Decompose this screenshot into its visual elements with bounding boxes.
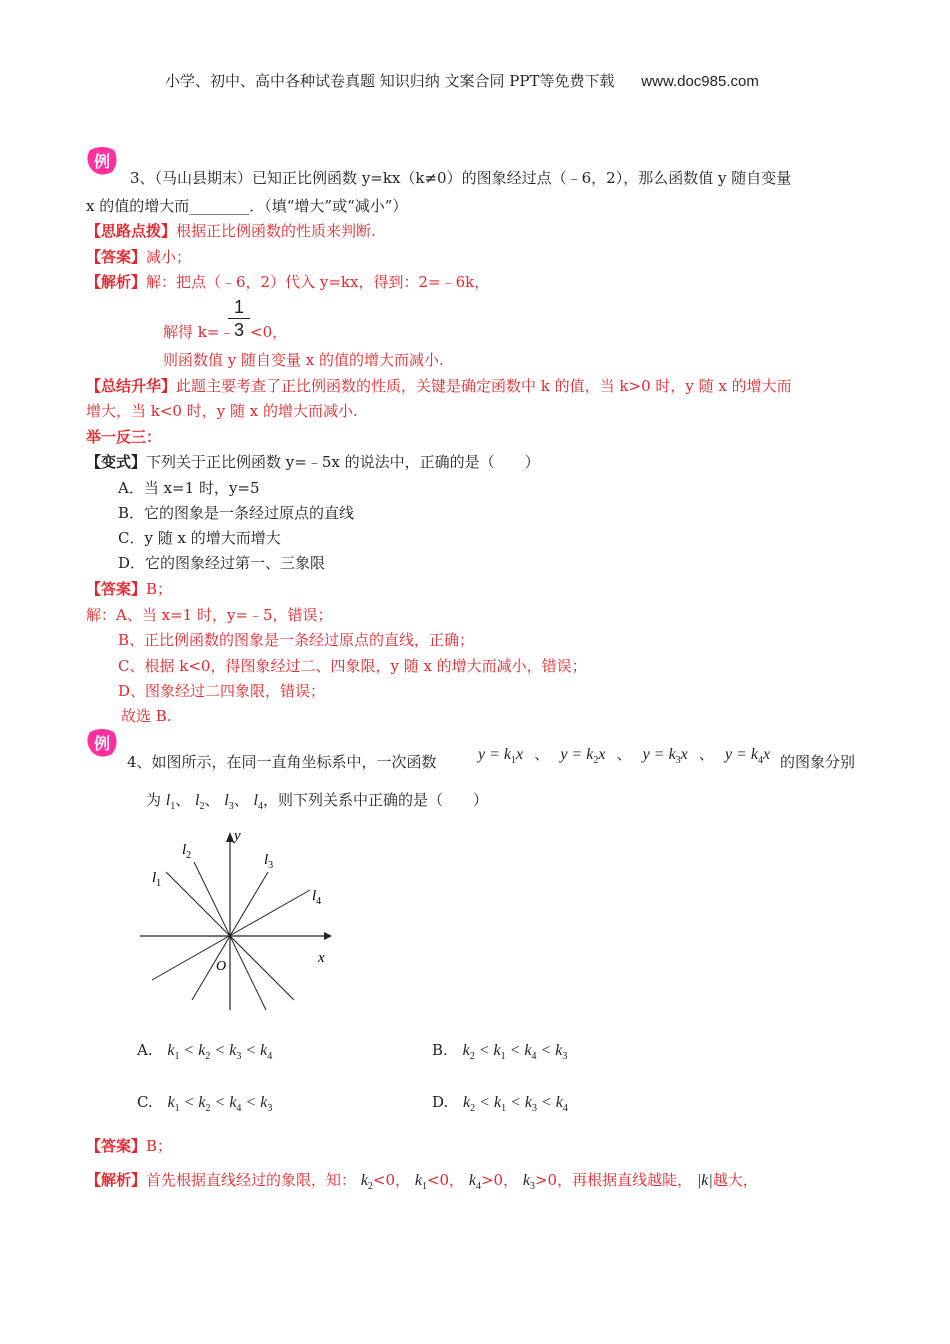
svg-text:例: 例 — [93, 154, 111, 171]
variant-solution-b: B、正比例函数的图象是一条经过原点的直线，正确； — [118, 631, 475, 649]
ex4-option-c: C. $k_1 < k_2 < k_4 < k_3$ — [137, 1093, 273, 1115]
label-l4: $l_4$ — [312, 888, 322, 907]
variant-option-c: C．y 随 x 的增大而增大 — [118, 529, 281, 547]
fraction-one-third: 1 3 — [228, 297, 250, 340]
example-badge-icon — [86, 146, 118, 176]
y-axis-arrow-icon — [226, 832, 234, 842]
ex4-solution: 【解析】首先根据直线经过的象限，知： $k_2<0$， $k_1<0$， $k_4>0$， $k_3>0$，再根据直线越陡， |k|越大， — [86, 1171, 758, 1193]
coordinate-graph — [130, 820, 340, 1020]
variant-title: 举一反三： — [86, 428, 162, 446]
x-label: x — [318, 950, 325, 966]
y-label: y — [234, 828, 241, 844]
ex3-solution: 【解析】解：把点（﹣6，2）代入 y=kx，得到：2=﹣6k， — [86, 273, 490, 291]
line-l4 — [152, 890, 310, 980]
ex4-option-d: D. $k_2 < k_1 < k_3 < k_4$ — [432, 1093, 568, 1115]
label-l1: $l_1$ — [152, 870, 162, 889]
ex4-functions: $y = k_1x$ 、 $y = k_2x$ 、 $y = k_3x$ 、 $y = k_4x$ — [478, 745, 771, 767]
origin-label: O — [216, 959, 227, 974]
variant-option-d: D．它的图象经过第一、三象限 — [118, 554, 326, 572]
ex3-solution-line3: 则函数值 y 随自变量 x 的值的增大而减小. — [163, 351, 444, 369]
variant-option-b: B．它的图象是一条经过原点的直线 — [118, 504, 355, 522]
ex3-less-than-zero: <0， — [250, 323, 288, 341]
ex4-question-line1: 4、如图所示，在同一直角坐标系中，一次函数 — [127, 753, 437, 771]
x-axis-arrow-icon — [324, 932, 332, 940]
example-badge-icon — [86, 728, 118, 758]
ex4-line1-end: 的图象分别 — [780, 753, 856, 771]
variant-option-a: A．当 x=1 时，y=5 — [118, 479, 260, 497]
variant-question: 【变式】下列关于正比例函数 y=﹣5x 的说法中，正确的是（ ） — [86, 453, 540, 471]
svg-text:例: 例 — [93, 736, 111, 753]
variant-solution-a: 解：A、当 x=1 时，y=﹣5，错误； — [86, 606, 333, 624]
label-l2: $l_2$ — [182, 842, 192, 861]
variant-answer: 【答案】B； — [86, 580, 173, 598]
ex4-option-b: B. $k_2 < k_1 < k_4 < k_3$ — [432, 1041, 568, 1063]
ex3-question-line2: x 的值的增大而________．（填“增大”或“减小”） — [86, 197, 408, 215]
variant-solution-d: D、图象经过二四象限，错误； — [118, 682, 326, 700]
ex4-question-line2: 为 $l_1$、 $l_2$、 $l_3$、 $l_4$，则下列关系中正确的是（ ） — [146, 791, 489, 813]
variant-solution-c: C、根据 k<0，得图象经过二、四象限，y 随 x 的增大而减小，错误； — [118, 657, 587, 675]
ex4-answer: 【答案】B； — [86, 1137, 173, 1155]
ex4-option-a: A. $k_1 < k_2 < k_3 < k_4$ — [137, 1041, 273, 1063]
site-link[interactable]: www.doc985.com — [641, 73, 759, 90]
label-l3: $l_3$ — [264, 852, 274, 871]
ex3-hint: 【思路点拨】根据正比例函数的性质来判断. — [86, 222, 376, 240]
ex3-question-line1: 3、（马山县期末）已知正比例函数 y=kx（k≠0）的图象经过点（﹣6，2），那么函数值 y 随自变量 — [130, 169, 792, 187]
ex3-answer: 【答案】减小； — [86, 248, 192, 266]
ex3-solution-line2: 解得 k=﹣ — [163, 323, 235, 341]
variant-solution-final: 故选 B. — [121, 707, 172, 725]
ex3-summary-line2: 增大，当 k<0 时，y 随 x 的增大而减小. — [86, 402, 358, 420]
ex3-summary-line1: 【总结升华】此题主要考查了正比例函数的性质，关键是确定函数中 k 的值，当 k>0 时，y 随 x 的增大而 — [86, 377, 792, 395]
page-header: 小学、初中、高中各种试卷真题 知识归纳 文案合同 PPT等免费下载 www.doc985.com — [165, 72, 759, 90]
